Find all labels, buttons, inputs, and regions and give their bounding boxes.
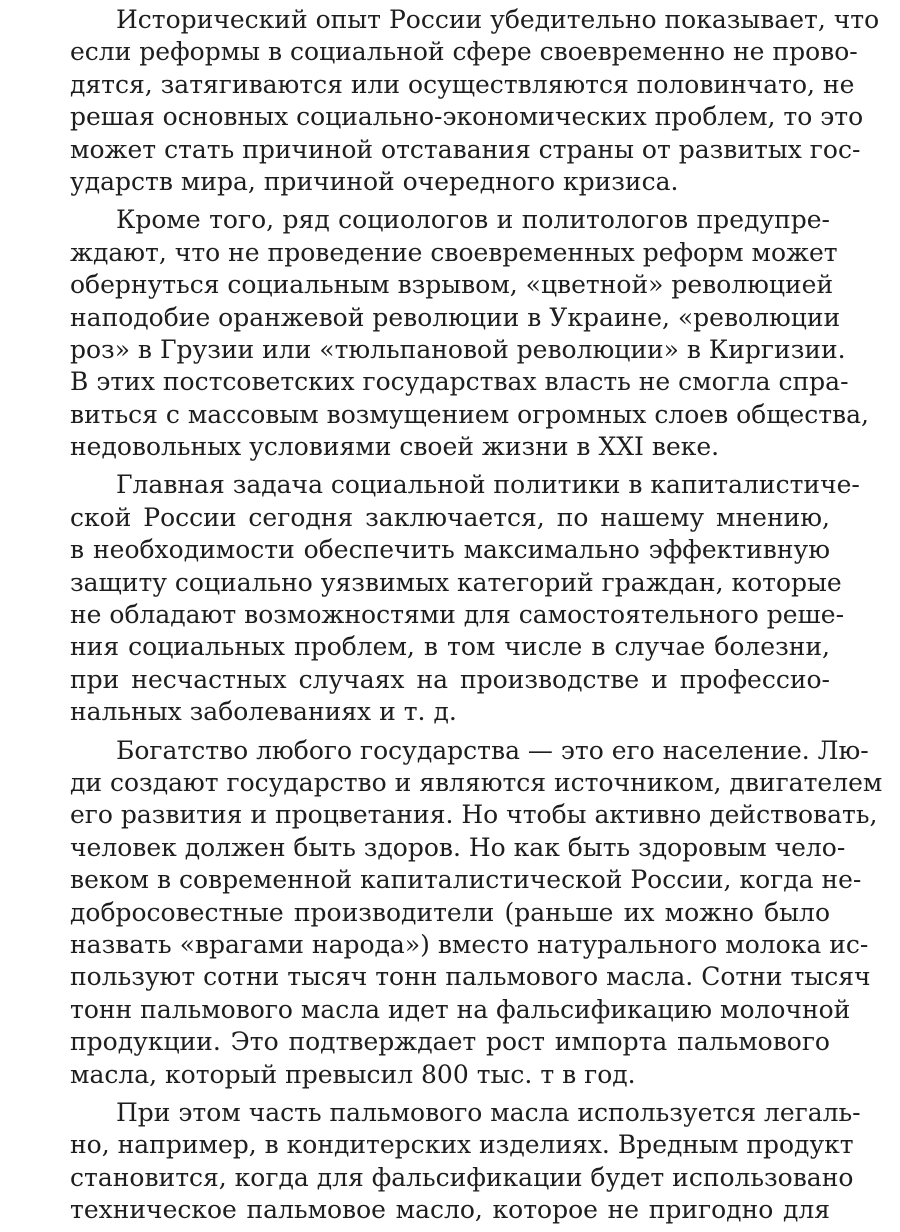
text-line: ударств мира, причиной очередного кризиса. bbox=[70, 166, 679, 196]
text-line: Исторический опыт России убедительно показывает, что bbox=[116, 5, 880, 34]
text-line: Главная задача социальной политики в капиталистиче- bbox=[116, 470, 860, 500]
text-line: масла, который превысил 800 тыс. т в год. bbox=[70, 1059, 636, 1089]
text-line: защиту социально уязвимых категорий граждан, которые bbox=[70, 567, 842, 597]
text-line: В этих постсоветских государствах власть не смогла спра- bbox=[70, 367, 849, 397]
text-line: ской России сегодня заключается, по нашему мнению, bbox=[70, 502, 830, 532]
text-line: ния социальных проблем, в том числе в случае болезни, bbox=[70, 632, 830, 662]
text-line: дятся, затягиваются или осуществляются половинчато, не bbox=[70, 69, 855, 99]
text-line: Богатство любого государства — это его население. Лю- bbox=[116, 735, 869, 765]
text-line: продукции. Это подтверждает рост импорта пальмового bbox=[70, 1027, 830, 1057]
text-line: техническое пальмовое масло, которое не пригодно для bbox=[70, 1195, 830, 1225]
text-line: При этом часть пальмового масла используется легаль- bbox=[116, 1097, 861, 1127]
text-line: но, например, в кондитерских изделиях. Вредным продукт bbox=[70, 1130, 854, 1160]
text-line: нальных заболеваниях и т. д. bbox=[70, 697, 457, 727]
text-line: может стать причиной отставания страны от развитых гос- bbox=[70, 134, 861, 164]
paragraph-color-revolutions bbox=[70, 204, 869, 463]
paragraph-palm-oil bbox=[70, 1097, 861, 1227]
document-page bbox=[70, 4, 883, 1232]
text-line: в необходимости обеспечить максимально эффективную bbox=[70, 535, 830, 565]
text-line: ди создают государство и являются источником, двигателем bbox=[70, 767, 883, 797]
text-line: веком в современной капиталистической России, когда не- bbox=[70, 865, 862, 895]
text-line: наподобие оранжевой революции в Украине, «революции bbox=[70, 302, 841, 332]
text-line: виться с массовым возмущением огромных слоев общества, bbox=[70, 399, 869, 429]
paragraph-social-policy-task bbox=[70, 469, 860, 728]
text-line: становится, когда для фальсификации будет использовано bbox=[70, 1162, 854, 1192]
text-line: назвать «врагами народа») вместо натурального молока ис- bbox=[70, 929, 869, 959]
text-line: не обладают возможностями для самостоятельного реше- bbox=[70, 600, 845, 630]
text-line: недовольных условиями своей жизни в XXI веке. bbox=[70, 432, 720, 462]
text-line: решая основных социально-экономических проблем, то это bbox=[70, 102, 864, 132]
text-line: ждают, что не проведение своевременных реформ может bbox=[70, 237, 838, 267]
text-line: обернуться социальным взрывом, «цветной» революцией bbox=[70, 270, 834, 300]
text-line: при несчастных случаях на производстве и профессио- bbox=[70, 664, 830, 694]
text-line: его развития и процветания. Но чтобы активно действовать, bbox=[70, 800, 878, 830]
text-line: добросовестные производители (раньше их можно было bbox=[70, 897, 830, 927]
text-line: Кроме того, ряд социологов и политологов предупре- bbox=[116, 205, 830, 235]
text-line: если реформы в социальной сфере своевременно не прово- bbox=[70, 37, 858, 67]
text-line: тонн пальмового масла идет на фальсификацию молочной bbox=[70, 994, 851, 1024]
text-line: роз» в Грузии или «тюльпановой революции» в Киргизии. bbox=[70, 334, 846, 364]
text-line: человек должен быть здоров. Но как быть здоровым чело- bbox=[70, 832, 846, 862]
text-line: пользуют сотни тысяч тонн пальмового масла. Сотни тысяч bbox=[70, 962, 871, 992]
paragraph-historical-experience bbox=[70, 4, 880, 198]
paragraph-national-wealth bbox=[70, 735, 883, 1091]
